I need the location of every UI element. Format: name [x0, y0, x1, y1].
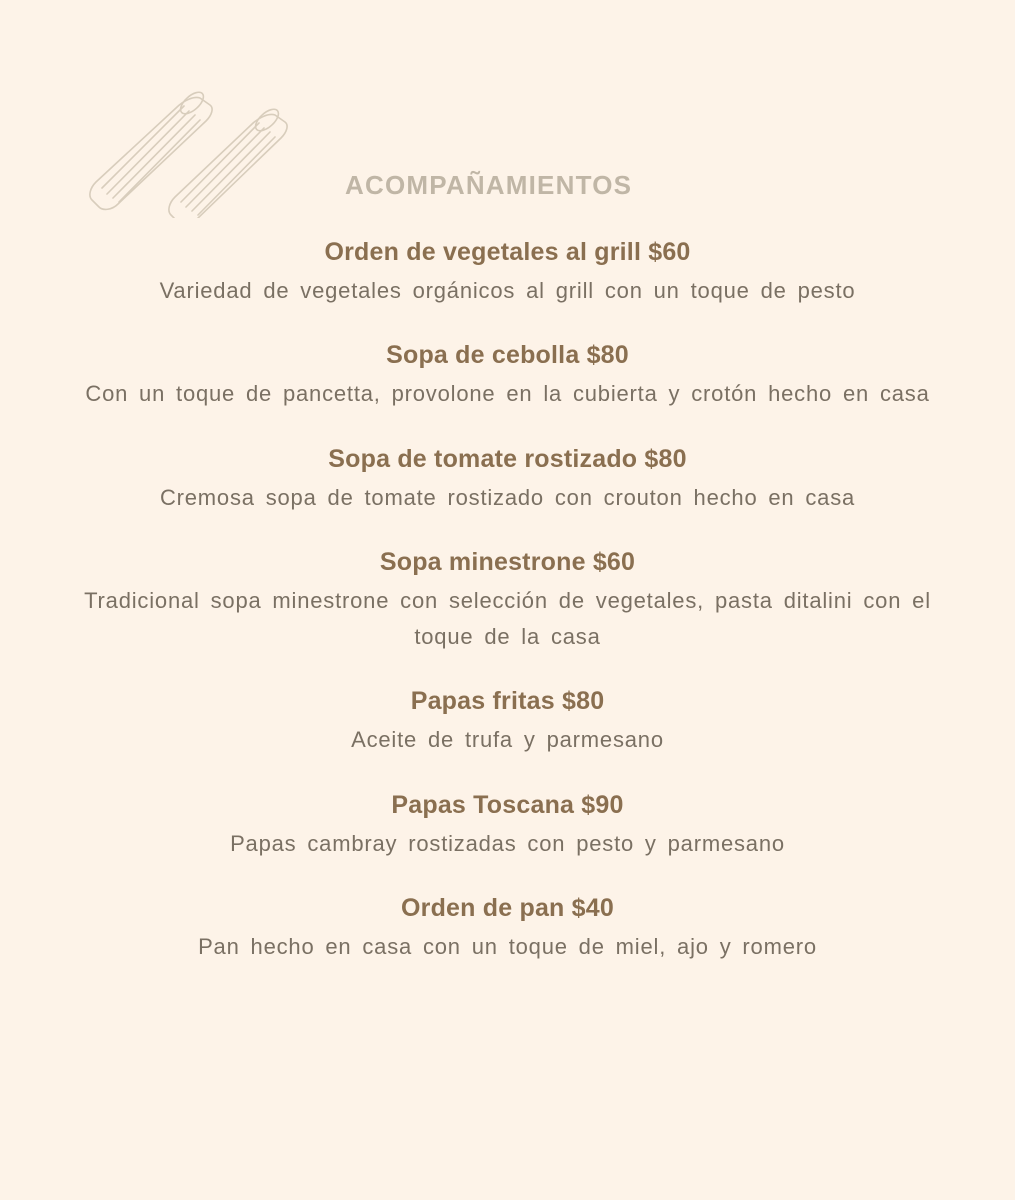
- menu-header: [0, 0, 1015, 230]
- section-title: ACOMPAÑAMIENTOS: [345, 170, 633, 200]
- menu-item: [0, 445, 1015, 516]
- menu-item: [0, 548, 1015, 656]
- menu-item-name: Sopa de cebolla $80: [386, 341, 629, 370]
- menu-item-name: Papas Toscana $90: [391, 790, 624, 819]
- menu-item-description: Cremosa sopa de tomate rostizado con crouton hecho en casa: [159, 484, 856, 510]
- menu-item: [0, 894, 1015, 965]
- menu-item-name: Orden de pan $40: [401, 894, 614, 923]
- menu-item: [0, 791, 1015, 862]
- menu-item-name: Sopa minestrone $60: [379, 547, 636, 576]
- menu-item-name: Orden de vegetales al grill $60: [324, 238, 691, 266]
- menu-item-description: Variedad de vegetales orgánicos al grill con un toque de pesto: [159, 278, 856, 303]
- menu-item-name: Sopa de tomate rostizado $80: [328, 444, 687, 473]
- menu-item-name: Papas fritas $80: [410, 687, 605, 716]
- pasta-rigatoni-icon: [88, 78, 308, 218]
- menu-item-description: Tradicional sopa minestrone con selección de vegetales, pasta ditalini con el toque de la casa: [84, 587, 931, 650]
- menu-item-description: Pan hecho en casa con un toque de miel, ajo y romero: [198, 934, 817, 960]
- menu-item: [0, 238, 1015, 309]
- menu-item-description: Papas cambray rostizadas con pesto y parmesano: [230, 830, 785, 856]
- menu-item: [0, 341, 1015, 412]
- menu-items-list: [0, 238, 1015, 997]
- menu-item-description: Aceite de trufa y parmesano: [351, 727, 664, 753]
- menu-item-description: Con un toque de pancetta, provolone en la cubierta y crotón hecho en casa: [85, 381, 930, 407]
- menu-item: [0, 687, 1015, 758]
